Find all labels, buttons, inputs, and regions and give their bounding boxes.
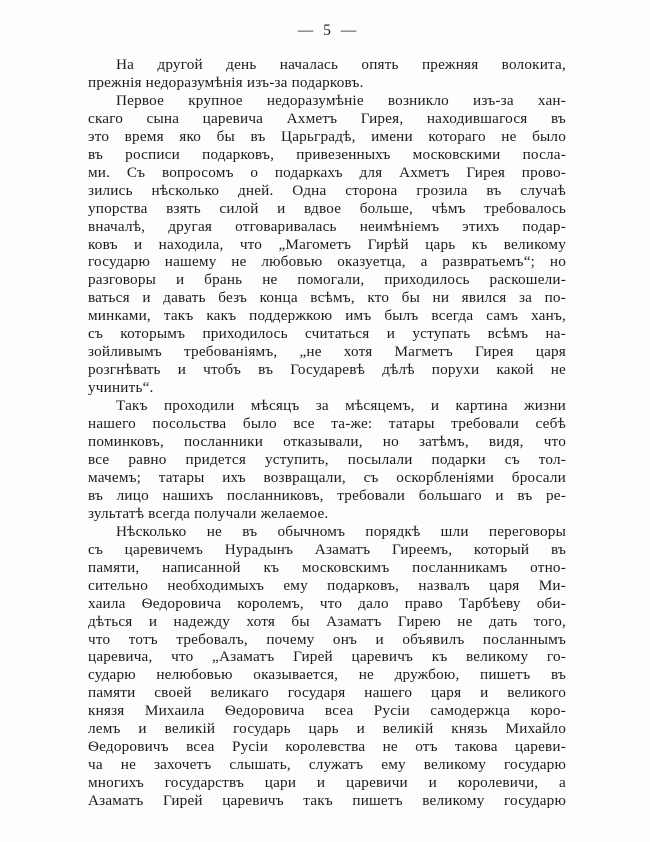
text-line: поминковъ, посланники отказывали, но затѣмъ, видя, что [88, 433, 566, 451]
text-line: Нѣсколько не въ обычномъ порядкѣ шли переговоры [116, 522, 566, 540]
text-line: ча не захочетъ слышать, служатъ ему великому государю [88, 756, 566, 774]
text-line: Первое крупное недоразумѣніе возникло изъ-за хан- [116, 91, 566, 109]
text-line: ми. Съ вопросомъ о подаркахъ для Ахметъ Гирея прово- [88, 163, 566, 181]
text-line: зойливымъ требованіямъ, „не хотя Магметъ Гирея царя [88, 343, 566, 361]
text-line: что тотъ требовалъ, почему онъ и объявилъ посланнымъ [88, 630, 566, 648]
text-line: зились нѣсколько дней. Одна сторона грозила въ случаѣ [88, 181, 566, 199]
text-line: ковъ и находила, что „Магометъ Гирѣй царь къ великому [88, 235, 566, 253]
text-line: розгнѣвать и чтобъ въ Государевѣ дѣлѣ порухи какой не [88, 361, 566, 379]
text-line: памяти своей великаго государя нашего царя и великого [88, 684, 566, 702]
text-line: ваться и давать безъ конца всѣмъ, кто бы ни явился за по- [88, 289, 566, 307]
paragraph [88, 92, 566, 397]
text-line: въ лицо нашихъ посланниковъ, требовали большаго и въ ре- [88, 486, 566, 504]
text-line: разговоры и брань не помогали, приходилось раскошели- [88, 271, 566, 289]
text-line: князя Михаила Ѳедоровича всеа Русіи самодержца коро- [88, 702, 566, 720]
text-line: лемъ и великій государь царь и великій князь Михайло [88, 720, 566, 738]
text-line: въ росписи подарковъ, привезенныхъ московскими посла- [88, 145, 566, 163]
text-line: сударю нелюбовью оказывается, не дружбою, пишетъ въ [88, 666, 566, 684]
text-line: учинить“. [88, 379, 154, 397]
text-line: хаила Ѳедоровича королемъ, что дало право Тарбѣеву оби- [88, 594, 566, 612]
text-line: скаго сына царевича Ахметъ Гирея, находившагося въ [88, 109, 566, 127]
text-line: прежнія недоразумѣнія изъ-за подарковъ. [88, 73, 364, 91]
paragraph [88, 523, 566, 810]
text-line: вначалѣ, другая отговаривалась неимѣніемъ этихъ подар- [88, 217, 566, 235]
text-line: На другой день началась опять прежняя волокита, [116, 56, 566, 73]
text-line: съ которымъ приходилось считаться и уступать всѣмъ на- [88, 325, 566, 343]
text-line: минками, такъ какъ поддержкою имъ былъ всегда самъ ханъ, [88, 307, 566, 325]
paragraph [88, 56, 566, 92]
text-line: многихъ государствъ цари и царевичи и королевичи, а [88, 774, 566, 792]
text-line: мачемъ; татары ихъ возвращали, съ оскорбленіями бросали [88, 468, 566, 486]
text-line: нашего посольства было все та-же: татары требовали себѣ [88, 415, 566, 433]
text-line: съ царевичемъ Нурадынъ Азаматъ Гиреемъ, который въ [88, 540, 566, 558]
text-line: дѣться и надежду хотя бы Азаматъ Гирею не дать того, [88, 612, 566, 630]
text-line: сительно необходимыхъ ему подарковъ, назвалъ царя Ми- [88, 576, 566, 594]
page-number-header: — 5 — [297, 22, 357, 39]
text-line: все равно придется уступить, посылали подарки съ тол- [88, 450, 566, 468]
text-line: упорства взять силой и вдвое больше, чѣмъ требовалось [88, 199, 566, 217]
text-line: памяти, написанной къ московскимъ посланникамъ отно- [88, 558, 566, 576]
text-line: царевича, что „Азаматъ Гирей царевичъ къ великому го- [88, 648, 566, 666]
text-line: Ѳедоровичъ всеа Русіи королевства не отъ такова цареви- [88, 738, 566, 756]
text-line: зультатѣ всегда получали желаемое. [88, 504, 329, 522]
text-line: Азаматъ Гирей царевичъ такъ пишетъ великому государю [88, 792, 566, 810]
page-text [88, 56, 566, 810]
text-line: это время яко бы въ Царьградѣ, имени котораго не было [88, 127, 566, 145]
paragraph [88, 397, 566, 523]
text-line: государю нашему не любовью оказуетца, а развратьемъ“; но [88, 253, 566, 271]
text-line: Такъ проходили мѣсяцъ за мѣсяцемъ, и картина жизни [116, 397, 566, 415]
